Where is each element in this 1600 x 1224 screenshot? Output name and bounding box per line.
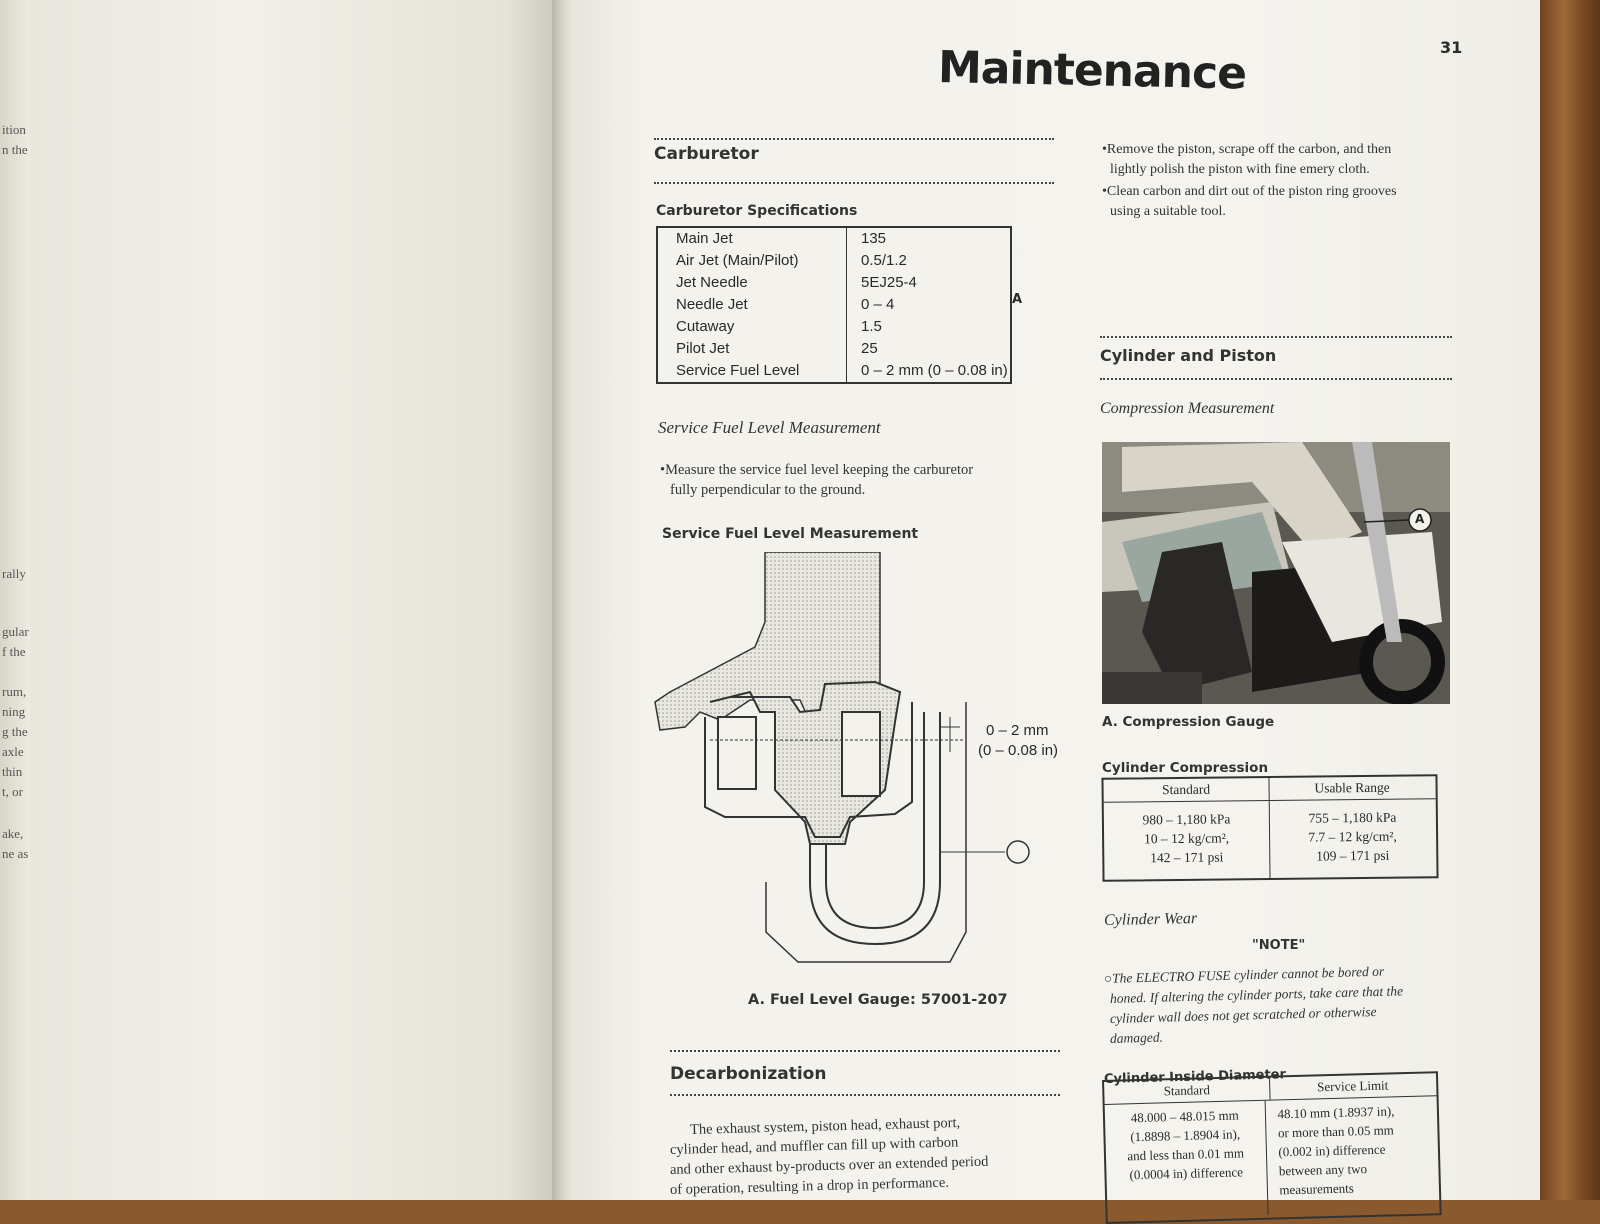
table-header-row xyxy=(1103,776,1435,802)
section-rule xyxy=(1100,336,1452,338)
callout-a-circle xyxy=(1007,841,1029,863)
spec-value: 25 xyxy=(861,340,878,357)
table-cell-line: 48.10 mm (1.8937 in), xyxy=(1277,1103,1395,1122)
decarb-text-line: and other exhaust by-products over an extended period xyxy=(669,1153,989,1178)
cylinder-compression-table xyxy=(1101,774,1438,882)
piston-bullet-line: •Clean carbon and dirt out of the piston ring grooves xyxy=(1102,184,1397,199)
spec-key: Pilot Jet xyxy=(658,338,847,360)
section-rule xyxy=(654,182,1054,184)
spec-key: Needle Jet xyxy=(658,294,847,316)
table-cell-line: 980 – 1,180 kPa xyxy=(1142,811,1231,828)
table-cell-line: 142 – 171 psi xyxy=(1150,849,1224,866)
photo-callout-letter: A xyxy=(1415,512,1425,526)
spec-value: 1.5 xyxy=(861,318,882,335)
book-gutter xyxy=(552,0,574,1200)
compression-usable-cell xyxy=(1270,799,1436,879)
cylinder-wear-subheading: Cylinder Wear xyxy=(1103,910,1198,929)
wooden-table-edge xyxy=(1540,0,1600,1200)
compression-subheading: Compression Measurement xyxy=(1100,400,1275,417)
decarb-text-line: The exhaust system, piston head, exhaust port, xyxy=(689,1114,961,1138)
decarb-text-line: cylinder head, and muffler can fill up with carbon xyxy=(669,1134,959,1158)
spec-row xyxy=(658,228,1010,250)
spec-value: 135 xyxy=(861,230,887,247)
table-cell-line: (0.002 in) difference xyxy=(1278,1141,1386,1160)
note-line: damaged. xyxy=(1109,1029,1164,1046)
table-row xyxy=(1105,1096,1440,1219)
table-row xyxy=(1104,799,1437,880)
page-number: 31 xyxy=(1440,38,1463,57)
piston-bullet-line: using a suitable tool. xyxy=(1110,204,1226,219)
cylinder-diameter-caption: Cylinder Inside Diameter xyxy=(1103,1067,1287,1087)
spec-key: Main Jet xyxy=(658,228,847,250)
margin-fragment: ne as xyxy=(2,846,29,861)
carburetor-spec-caption: Carburetor Specifications xyxy=(656,203,858,219)
compression-gauge-label: A. Compression Gauge xyxy=(1102,714,1275,730)
note-title: "NOTE" xyxy=(1252,938,1306,953)
spec-row xyxy=(658,338,1010,360)
spec-key: Jet Needle xyxy=(658,272,847,294)
piston-bullet-line: lightly polish the piston with fine emery cloth. xyxy=(1110,162,1370,177)
cylinder-piston-heading: Cylinder and Piston xyxy=(1100,346,1277,365)
spec-key: Cutaway xyxy=(658,316,847,338)
fuel-level-gauge-diagram xyxy=(650,552,1070,972)
note-line: cylinder wall does not get scratched or otherwise xyxy=(1109,1004,1377,1026)
margin-fragment: ake, xyxy=(2,826,24,841)
section-rule xyxy=(670,1094,1060,1096)
sfl-instruction-line: •Measure the service fuel level keeping the carburetor xyxy=(660,462,974,478)
table-cell-line: 7.7 – 12 kg/cm², xyxy=(1308,828,1397,845)
table-cell-line: 755 – 1,180 kPa xyxy=(1308,809,1397,826)
spec-value: 0 – 2 mm (0 – 0.08 in) xyxy=(861,362,1008,379)
compression-gauge-photo xyxy=(1102,442,1450,704)
section-rule xyxy=(1100,378,1452,380)
spec-row xyxy=(658,250,1010,272)
diameter-standard-cell xyxy=(1105,1101,1268,1219)
page-title: Maintenance xyxy=(937,42,1247,100)
table-cell-line: and less than 0.01 mm xyxy=(1127,1145,1245,1164)
margin-fragment: gular xyxy=(2,624,29,639)
cylinder-compression-caption: Cylinder Compression xyxy=(1102,760,1269,776)
compression-standard-cell xyxy=(1104,801,1271,881)
fuel-level-dimension: 0 – 2 mm xyxy=(986,722,1049,739)
callout-a-letter: A xyxy=(1012,292,1023,307)
table-cell-line: 10 – 12 kg/cm², xyxy=(1143,830,1230,847)
spec-row xyxy=(658,360,1010,382)
margin-fragment: g the xyxy=(2,724,28,739)
diameter-limit-cell xyxy=(1265,1096,1439,1214)
table-cell-line: between any two xyxy=(1278,1161,1368,1179)
spec-row xyxy=(658,272,1010,294)
decarbonization-heading: Decarbonization xyxy=(670,1064,827,1084)
carburetor-spec-table xyxy=(656,226,1012,384)
spec-row xyxy=(658,316,1010,338)
note-line: ○The ELECTRO FUSE cylinder cannot be bored or xyxy=(1103,963,1385,986)
spec-key: Service Fuel Level xyxy=(658,360,847,382)
table-header-standard: Standard xyxy=(1104,1078,1271,1104)
carburetor-heading: Carburetor xyxy=(654,144,759,164)
decarb-text-line: of operation, resulting in a drop in performance. xyxy=(669,1174,950,1198)
margin-fragment: n the xyxy=(2,142,28,157)
piston-bullet-line: •Remove the piston, scrape off the carbon, and then xyxy=(1102,142,1392,157)
table-header-standard: Standard xyxy=(1103,778,1269,802)
sfl-subheading: Service Fuel Level Measurement xyxy=(658,418,881,437)
margin-fragment: f the xyxy=(2,644,26,659)
fuel-level-dimension-in: (0 – 0.08 in) xyxy=(978,742,1059,759)
sfl-figure-caption: Service Fuel Level Measurement xyxy=(662,526,919,542)
margin-fragment: t, or xyxy=(2,784,23,799)
spec-value: 0.5/1.2 xyxy=(861,252,907,269)
margin-fragment: axle xyxy=(2,744,24,759)
sfl-instruction-line: fully perpendicular to the ground. xyxy=(670,482,866,498)
table-cell-line: 48.000 – 48.015 mm xyxy=(1130,1107,1239,1126)
section-rule xyxy=(670,1050,1060,1052)
note-line: honed. If altering the cylinder ports, take care that the xyxy=(1109,983,1404,1006)
spec-value: 0 – 4 xyxy=(861,296,895,313)
spec-key: Air Jet (Main/Pilot) xyxy=(658,250,847,272)
previous-page-edge xyxy=(0,0,30,1200)
cylinder-diameter-table xyxy=(1102,1071,1442,1224)
table-cell-line: (0.0004 in) difference xyxy=(1129,1164,1244,1183)
margin-fragment: rum, xyxy=(2,684,27,699)
margin-fragment: ning xyxy=(2,704,26,719)
fuel-level-gauge-label: A. Fuel Level Gauge: 57001-207 xyxy=(748,992,1008,1008)
table-cell-line: (1.8898 – 1.8904 in), xyxy=(1130,1126,1241,1145)
table-header-usable-range: Usable Range xyxy=(1314,779,1390,796)
blank-left-page xyxy=(30,0,560,1200)
margin-fragment: ition xyxy=(2,122,26,137)
table-cell-line: measurements xyxy=(1279,1180,1354,1198)
table-cell-line: or more than 0.05 mm xyxy=(1277,1122,1395,1141)
table-header-service-limit: Service Limit xyxy=(1316,1077,1389,1095)
margin-fragment: thin xyxy=(2,764,23,779)
margin-fragment: rally xyxy=(2,566,26,581)
table-cell-line: 109 – 171 psi xyxy=(1316,847,1390,864)
spec-value: 5EJ25-4 xyxy=(861,274,917,291)
spec-row xyxy=(658,294,1010,316)
section-rule xyxy=(654,138,1054,140)
